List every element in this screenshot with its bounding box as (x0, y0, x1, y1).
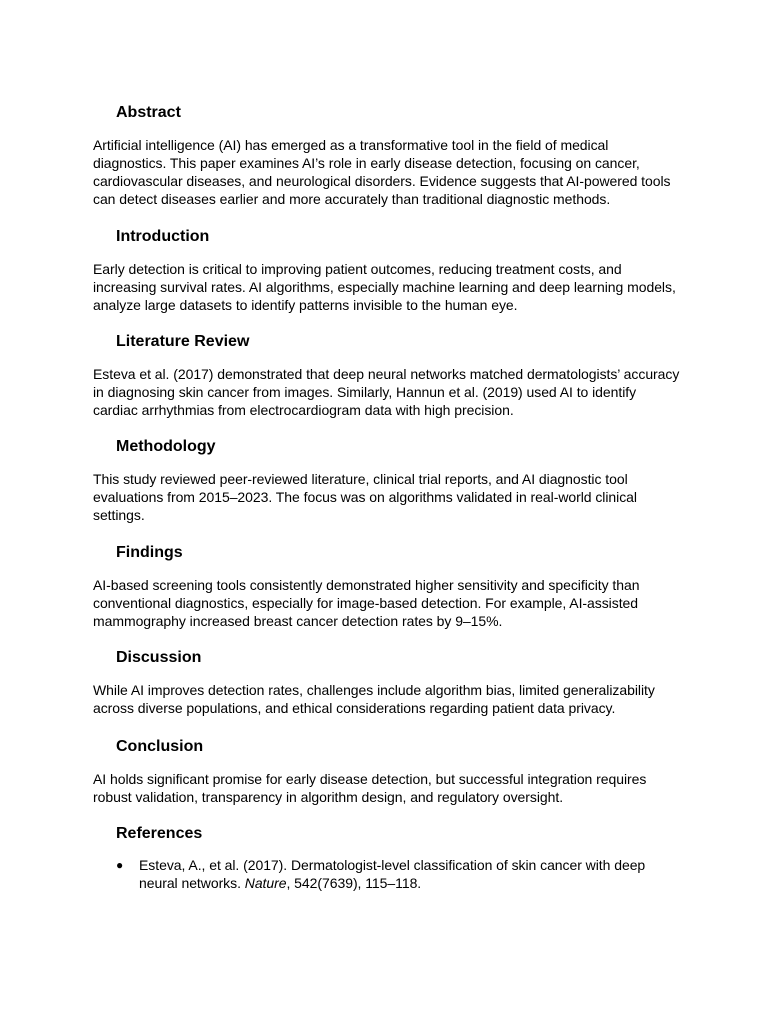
section-paragraph: Artificial intelligence (AI) has emerged as a transformative tool in the field of medical diagnostics. This paper examines AI’s role in early disease detection, focusing on cancer, cardiovascular diseases, and neurological disorders. Evidence suggests that AI-powered tools can detect diseases earlier and more accurately than traditional diagnostic methods. (93, 137, 671, 207)
section-conclusion (93, 737, 683, 806)
section-discussion (93, 648, 683, 717)
reference-journal: Nature (244, 875, 287, 891)
section-heading: Conclusion (116, 738, 204, 755)
section-paragraph: AI holds significant promise for early disease detection, but successful integration requires robust validation, transparency in algorithm design, and regulatory oversight. (93, 771, 647, 805)
section-heading: References (116, 825, 203, 842)
section-heading: Abstract (116, 104, 181, 121)
section-paragraph: While AI improves detection rates, challenges include algorithm bias, limited generalizability across diverse populations, and ethical considerations regarding patient data privacy. (93, 682, 655, 716)
bullet-icon: ● (116, 858, 124, 872)
section-heading: Findings (116, 544, 183, 561)
reference-list (93, 856, 683, 892)
section-findings (93, 543, 683, 630)
section-literature-review (93, 332, 683, 419)
section-heading: Introduction (116, 228, 210, 245)
section-paragraph: AI-based screening tools consistently demonstrated higher sensitivity and specificity than conventional diagnostics, especially for image-based detection. For example, AI-assisted mammography increased breast cancer detection rates by 9–15%. (93, 577, 640, 629)
reference-item (93, 856, 683, 892)
section-heading: Methodology (116, 438, 216, 455)
reference-text: Esteva, A., et al. (2017). Dermatologist-level classification of skin cancer with deep neural networks. (139, 857, 646, 891)
reference-details: , 542(7639), 115–118. (286, 875, 422, 891)
section-abstract (93, 103, 683, 208)
section-heading: Literature Review (116, 333, 250, 350)
section-paragraph: Early detection is critical to improving patient outcomes, reducing treatment costs, and increasing survival rates. AI algorithms, especially machine learning and deep learning models, analyze large datasets to identify patterns invisible to the human eye. (93, 261, 676, 313)
section-paragraph: Esteva et al. (2017) demonstrated that deep neural networks matched dermatologists’ accuracy in diagnosing skin cancer from images. Similarly, Hannun et al. (2019) used AI to identify cardiac arrhythmias from electrocardiogram data with high precision. (93, 366, 680, 418)
section-references (93, 824, 683, 892)
section-heading: Discussion (116, 649, 202, 666)
section-paragraph: This study reviewed peer-reviewed literature, clinical trial reports, and AI diagnostic tool evaluations from 2015–2023. The focus was on algorithms validated in real-world clinical settings. (93, 471, 637, 523)
section-methodology (93, 437, 683, 524)
section-introduction (93, 227, 683, 314)
